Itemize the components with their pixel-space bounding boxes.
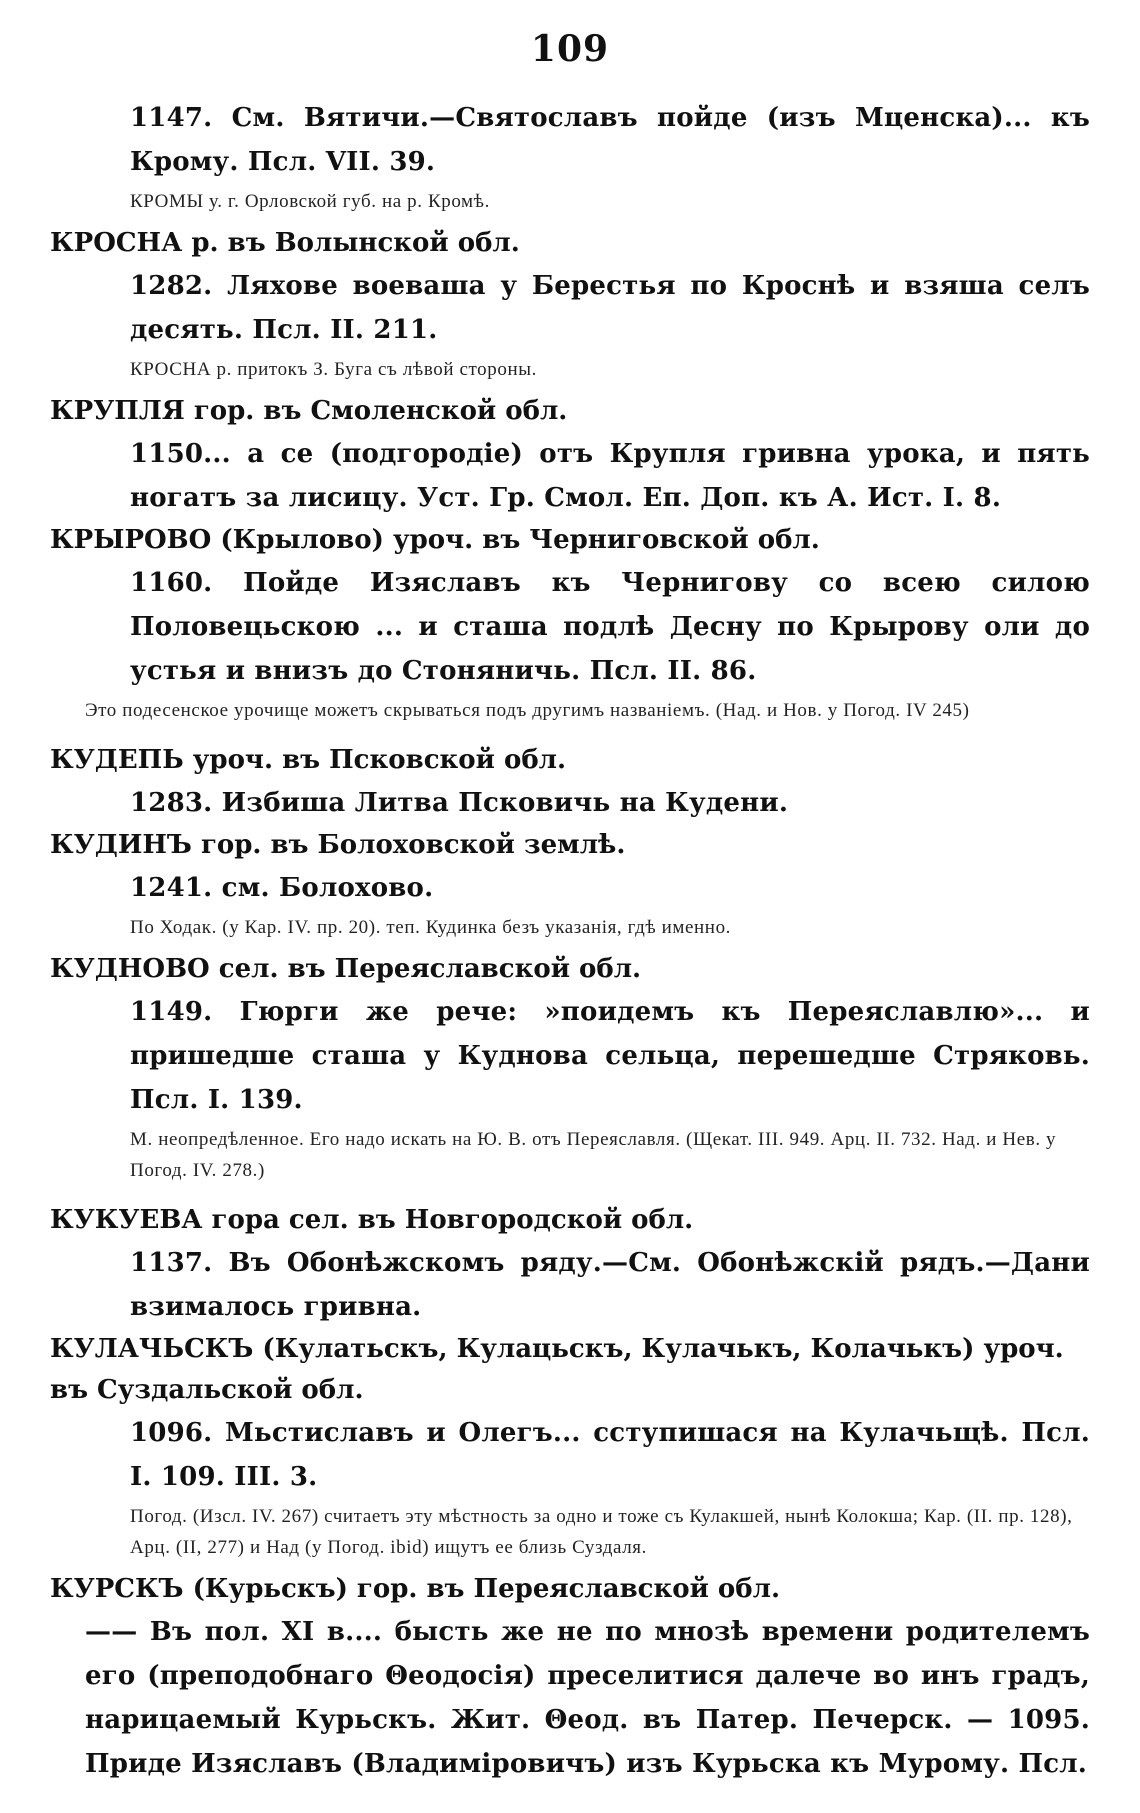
entry-headword: КУДНОВО [50, 954, 210, 984]
entry-headword: КУРСКЪ [50, 1574, 184, 1604]
entry-kudnovo [50, 949, 1090, 1186]
entry-quote: 1096. Мьстиславъ и Олегъ... сступишася на Кулачьщѣ. Псл. I. 109. III. 3. [130, 1418, 1090, 1492]
entry-description: гора сел. въ Новгородской обл. [211, 1205, 694, 1235]
entry-quote: 1283. Избиша Литва Псковичь на Кудени. [130, 788, 789, 818]
entry-note: Погод. (Изсл. IV. 267) считаетъ эту мѣстность за одно и тоже съ Кулакшей, нынѣ Колокша; Кар. (II. пр. 128), Арц. (II, 277) и Над (у Погод. ibid) ищутъ ее близь Суздаля. [130, 1506, 1073, 1558]
entry-description: гор. въ Смоленской обл. [193, 396, 568, 426]
entry-note: По Ходак. (у Кар. IV. пр. 20). теп. Кудинка безъ указанія, гдѣ именно. [130, 917, 732, 938]
entry-headword: КРОСНА [50, 228, 183, 258]
entry-headword: КУДЕПЬ [50, 745, 184, 775]
entry-note: М. неопредѣленное. Его надо искать на Ю. В. отъ Переяславля. (Щекат. III. 949. Арц. II. 732. Над. и Нев. у Погод. IV. 278.) [130, 1129, 1057, 1181]
entry-note: КРОМЫ у. г. Орловской губ. на р. Кромѣ. [130, 191, 490, 212]
dictionary-content [50, 96, 1090, 1786]
entry-description: гор. въ Болоховской землѣ. [200, 830, 626, 860]
entry-quote: 1150... а се (подгородіе) отъ Крупля гривна урока, и пять ногатъ за лисицу. Уст. Гр. Смол. Еп. Доп. къ А. Ист. I. 8. [130, 439, 1090, 513]
entry-kudin [50, 825, 1090, 943]
entry-kukueva [50, 1200, 1090, 1329]
entry-quote: 1160. Пойде Изяславъ къ Чернигову со всею силою Половецьскою ... и сташа подлѣ Десну по Крырову оли до устья и внизъ до Стоняничь. Псл. II. 86. [130, 568, 1090, 686]
entry-description: (Кулатьскъ, Кулацьскъ, Кулачькъ, Колачькъ) уроч. въ Суздальской обл. [50, 1334, 1064, 1405]
entry-kursk [50, 1569, 1090, 1786]
entry-headword: КУКУЕВА [50, 1205, 203, 1235]
page-number: 109 [530, 28, 610, 70]
entry-heading [50, 391, 1090, 432]
entry-quote: 1149. Гюрги же рече: »поидемъ къ Переяславлю»... и пришедше сташа у Куднова сельца, перешедше Стряковь. Псл. I. 139. [130, 997, 1090, 1115]
entry-krosna [50, 223, 1090, 385]
entry-kruplya [50, 391, 1090, 520]
entry-headword: КУЛАЧЬСКЪ [50, 1334, 254, 1364]
entry-kromy [50, 96, 1090, 217]
entry-quote: 1137. Въ Обонѣжскомъ ряду.—См. Обонѣжскій рядъ.—Дани взималось гривна. [130, 1248, 1090, 1322]
entry-description: (Крылово) уроч. въ Черниговской обл. [220, 525, 820, 555]
entry-heading [50, 825, 1090, 866]
entry-description: р. въ Волынской обл. [191, 228, 520, 258]
entry-description: (Курьскъ) гор. въ Переяславской обл. [192, 1574, 780, 1604]
entry-heading [50, 1569, 1090, 1610]
entry-heading [50, 740, 1090, 781]
entry-headword: КРУПЛЯ [50, 396, 185, 426]
entry-quote: 1147. См. Вятичи.—Святославъ пойде (изъ Мценска)... къ Крому. Псл. VII. 39. [130, 103, 1090, 177]
entry-description: сел. въ Переяславской обл. [218, 954, 642, 984]
entry-headword: КУДИНЪ [50, 830, 192, 860]
entry-heading [50, 1200, 1090, 1241]
entry-heading [50, 949, 1090, 990]
entry-heading [50, 223, 1090, 264]
entry-note: КРОСНА р. притокъ З. Буга съ лѣвой стороны. [130, 359, 537, 380]
entry-note: Это подесенское урочище можетъ скрываться подъ другимъ названіемъ. (Над. и Нов. у Погод. IV 245) [85, 700, 970, 721]
entry-quote: 1241. см. Болохово. [130, 873, 434, 903]
entry-heading [50, 520, 1090, 561]
entry-kudep [50, 740, 1090, 825]
entry-description: уроч. въ Псковской обл. [192, 745, 567, 775]
entry-headword: КРЫРОВО [50, 525, 212, 555]
entry-kulachsk [50, 1329, 1090, 1563]
entry-kryrovo [50, 520, 1090, 726]
entry-quote: 1282. Ляхове воеваша у Берестья по Кроснѣ и взяша селъ десять. Псл. II. 211. [130, 271, 1090, 345]
entry-heading [50, 1329, 1090, 1411]
entry-quote: —— Въ пол. XI в.... бысть же не по мнозѣ времени родителемъ его (преподобнаго Θеодосія) преселитися далече во инъ градъ, нарицаемый Курьскъ. Жит. Θеод. въ Патер. Печерск. — 1095. Приде Изяславъ (Владиміровичъ) изъ Курьска къ Мурому. Псл. [85, 1617, 1090, 1779]
